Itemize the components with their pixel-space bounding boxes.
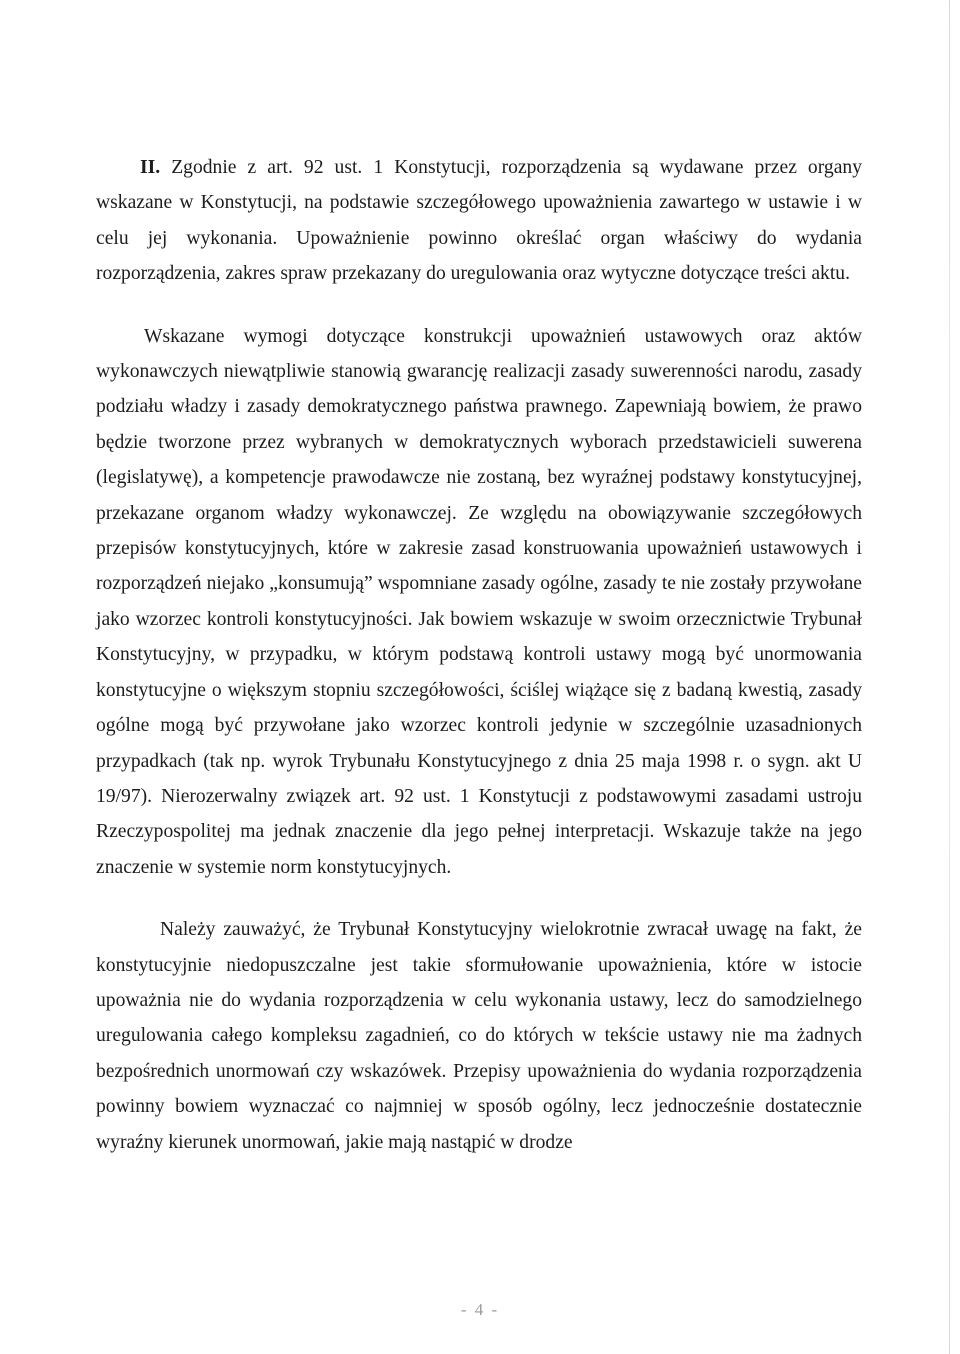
scan-edge-line [949,0,950,1354]
paragraph-1-text: Zgodnie z art. 92 ust. 1 Konstytucji, rozporządzenia są wydawane przez organy wskazane w Konstytucji, na podstawie szczegółowego upoważnienia zawartego w ustawie i w celu jej wykonania. Upoważnienie powinno określać organ właściwy do wydania rozporządzenia, zakres spraw przekazany do uregulowania oraz wytyczne dotyczące treści aktu. [96,157,862,285]
paragraph-1 [96,150,862,292]
document-body [96,150,862,1160]
paragraph-3: Należy zauważyć, że Trybunał Konstytucyjny wielokrotnie zwracał uwagę na fakt, że konstytucyjnie niedopuszczalne jest takie sformułowanie upoważnienia, które w istocie upoważnia nie do wydania rozporządzenia w celu wykonania ustawy, lecz do samodzielnego uregulowania całego kompleksu zagadnień, co do których w tekście ustawy nie ma żadnych bezpośrednich unormowań czy wskazówek. Przepisy upoważnienia do wydania rozporządzenia powinny bowiem wyznaczać co najmniej w sposób ogólny, lecz jednocześnie dostatecznie wyraźny kierunek unormowań, jakie mają nastąpić w drodze [96,919,862,1153]
page-number: - 4 - [460,1300,500,1319]
section-number: II. [140,157,161,178]
paragraph-2: Wskazane wymogi dotyczące konstrukcji upoważnień ustawowych oraz aktów wykonawczych niewątpliwie stanowią gwarancję realizacji zasady suwerenności narodu, zasady podziału władzy i zasady demokratycznego państwa prawnego. Zapewniają bowiem, że prawo będzie tworzone przez wybranych w demokratycznych wyborach przedstawicieli suwerena (legislatywę), a kompetencje prawodawcze nie zostaną, bez wyraźnej podstawy konstytucyjnej, przekazane organom władzy wykonawczej. Ze względu na obowiązywanie szczegółowych przepisów konstytucyjnych, które w zakresie zasad konstruowania upoważnień ustawowych i rozporządzeń niejako „konsumują” wspomniane zasady ogólne, zasady te nie zostały przywołane jako wzorzec kontroli konstytucyjności. Jak bowiem wskazuje w swoim orzecznictwie Trybunał Konstytucyjny, w przypadku, w którym podstawą kontroli ustawy mogą być unormowania konstytucyjne o większym stopniu szczegółowości, ściślej wiążące się z badaną kwestią, zasady ogólne mogą być przywołane jako wzorzec kontroli jedynie w szczególnie uzasadnionych przypadkach (tak np. wyrok Trybunału Konstytucyjnego z dnia 25 maja 1998 r. o sygn. akt U 19/97). Nierozerwalny związek art. 92 ust. 1 Konstytucji z podstawowymi zasadami ustroju Rzeczypospolitej ma jednak znaczenie dla jego pełnej interpretacji. Wskazuje także na jego znaczenie w systemie norm konstytucyjnych. [96,325,862,878]
